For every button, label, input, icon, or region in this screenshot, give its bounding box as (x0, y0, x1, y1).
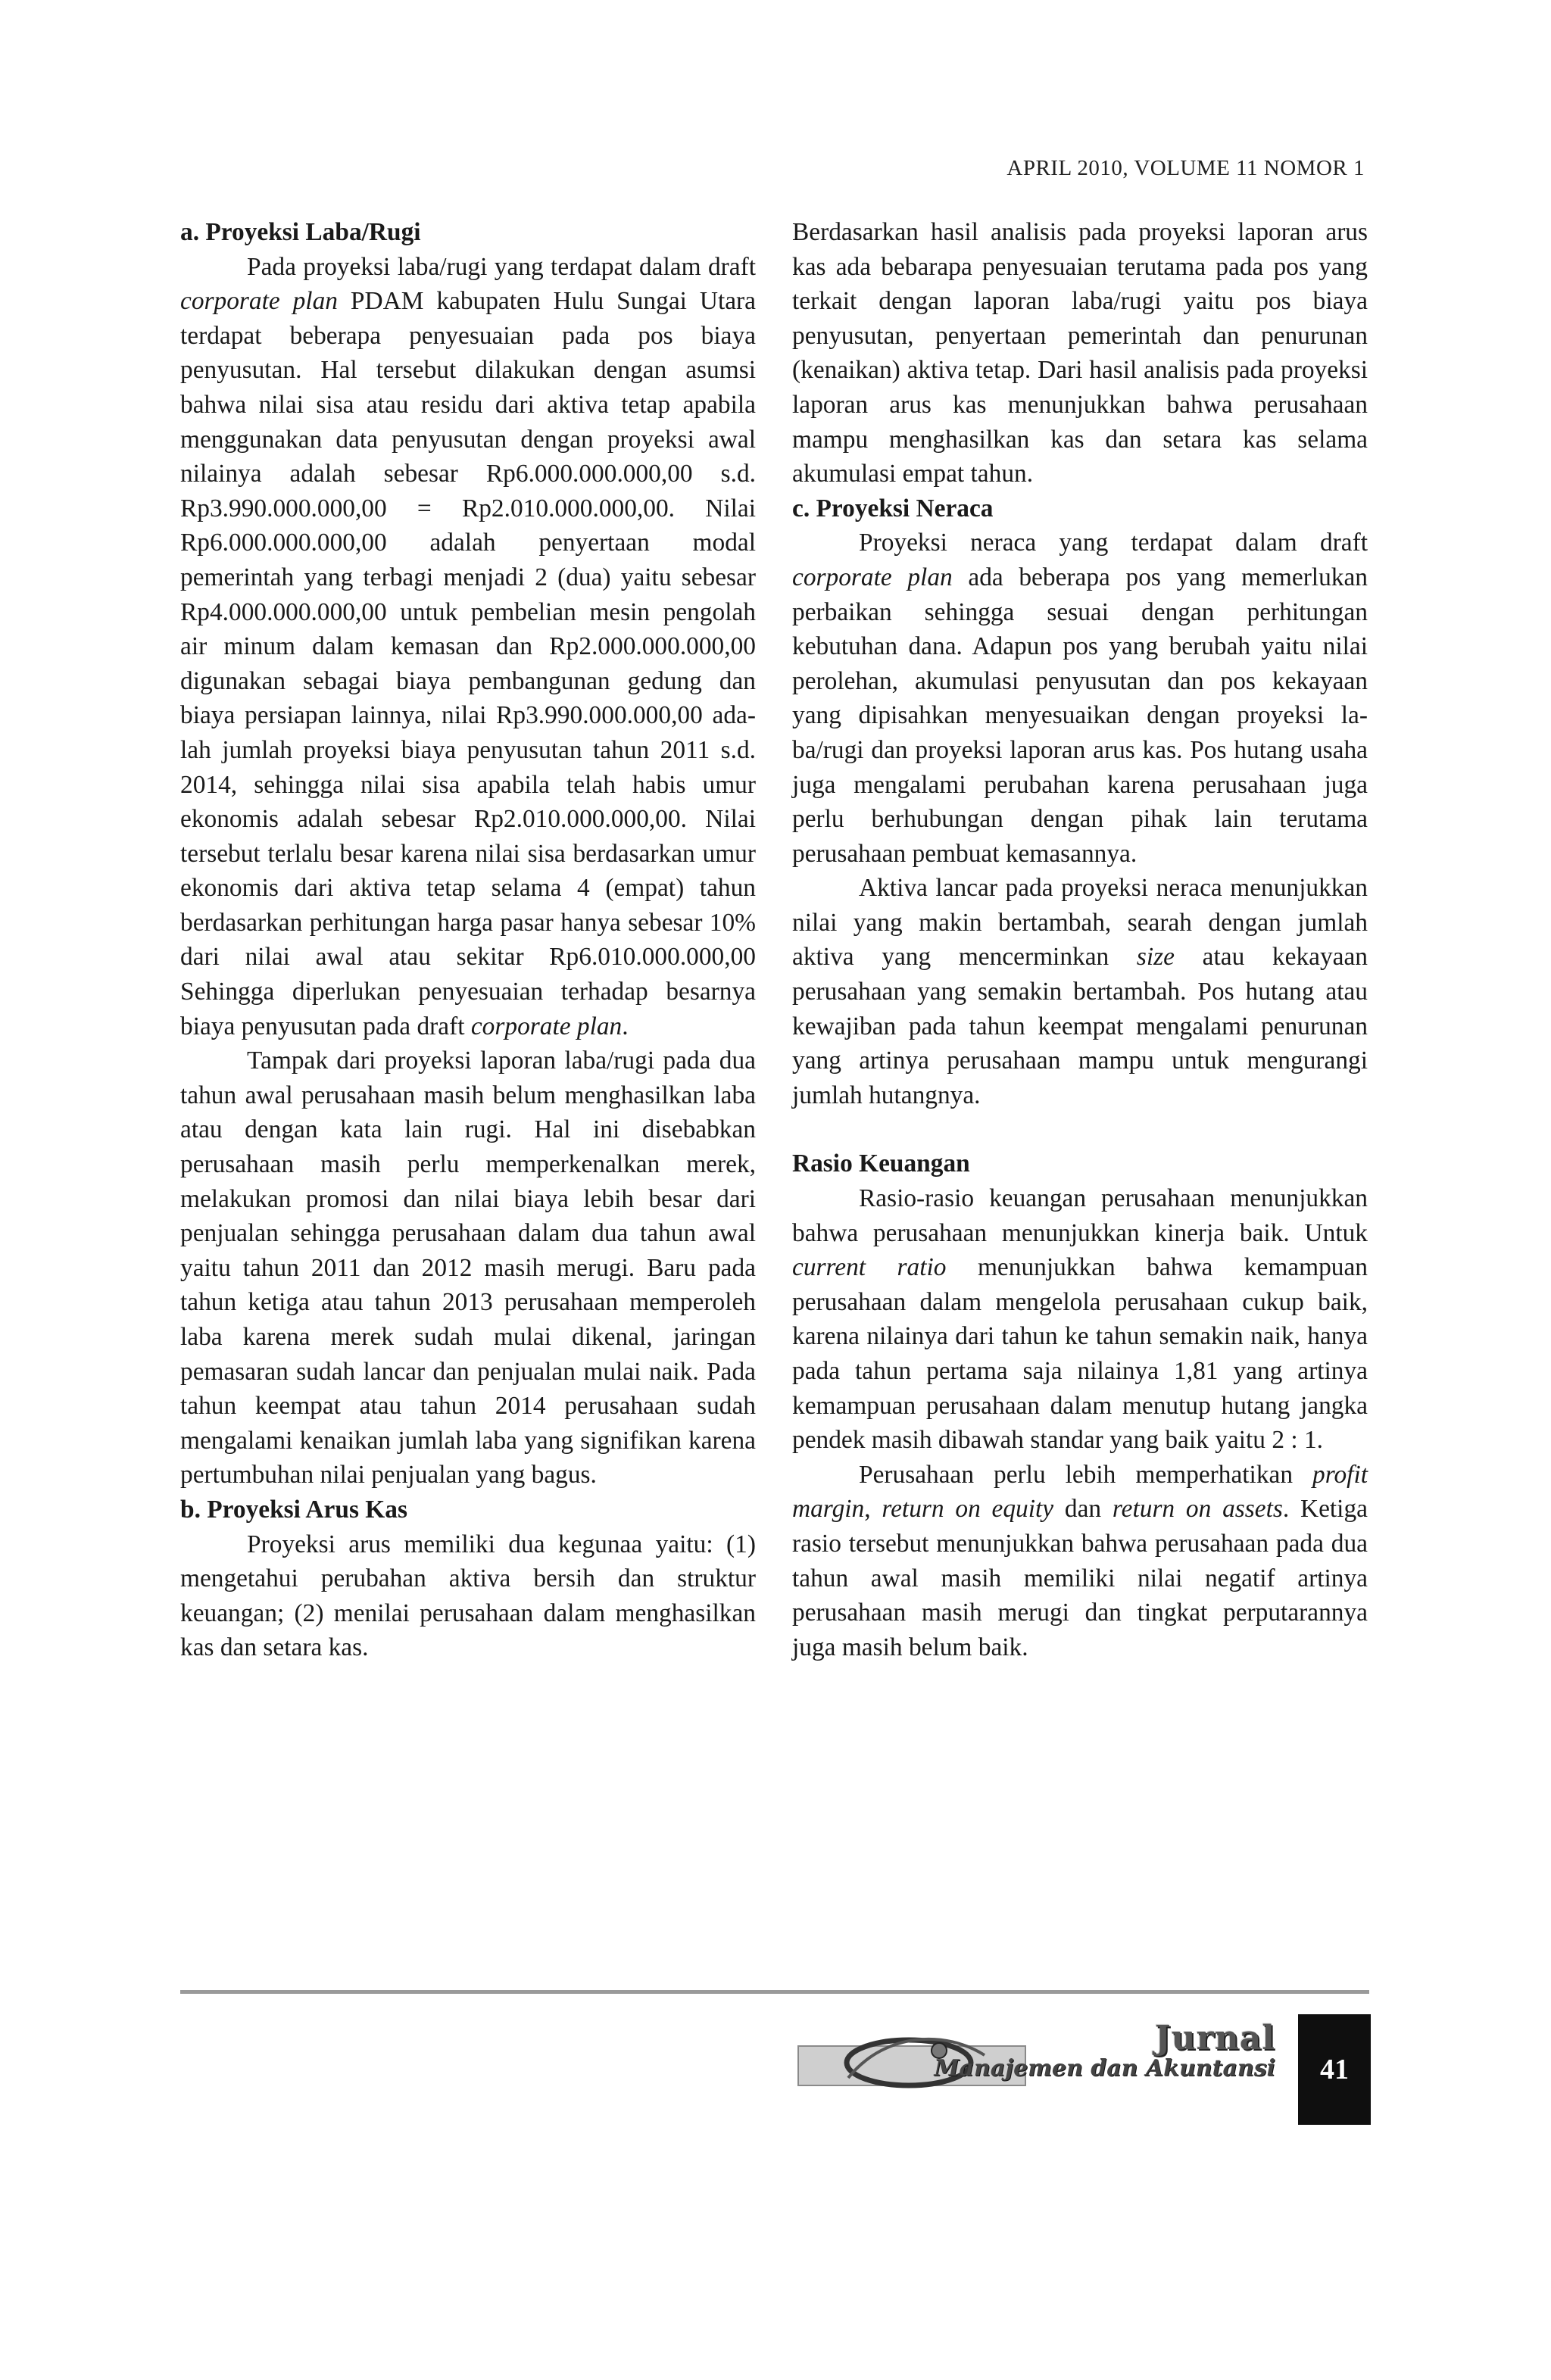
paragraph-laba-rugi: Pada proyeksi laba/rugi yang terdapat dalam draft corporate plan PDAM kabupaten Hulu Sungai Utara terdapat beberapa penyesuaian pada pos biaya penyusutan. Hal tersebut dilakukan dengan asumsi bahwa nilai sisa atau residu dari aktiva tetap apabila menggunakan data penyusutan dengan proyeksi awal nilainya adalah sebesar Rp6.000.000.000,00 s.d. Rp3.990.000.000,00 = Rp2.010.000.000,00. Nilai Rp6.000.000.000,00 adalah penyertaan modal pemerintah yang terbagi menjadi 2 (dua) yaitu sebesar Rp4.000.000.000,00 untuk pembelian mesin pengolah air minum dalam kemasan dan Rp2.000.000.000,00 digunakan sebagai biaya pembangunan gedung dan biaya persiapan lainnya, nilai Rp3.990.000.000,00 adalah jumlah proyeksi biaya penyusutan tahun 2011 s.d. 2014, sehingga nilai sisa apabila telah habis umur ekonomis adalah sebesar Rp2.010.000.000,00. Nilai tersebut terlalu besar karena nilai sisa berdasarkan umur ekonomis dari aktiva tetap selama 4 (empat) tahun berdasarkan perhitungan harga pasar hanya sebesar 10% dari nilai awal atau sekitar Rp6.010.000.000,00 Sehingga diperlukan penyesuaian terhadap besarnya biaya penyusutan pada draft corporate plan. (180, 252, 756, 1040)
running-header: APRIL 2010, VOLUME 11 NOMOR 1 (1006, 156, 1365, 180)
paragraph-rasio: Rasio-rasio keuangan perusahaan menunjukkan bahwa perusahaan menunjukkan kinerja baik. Untuk current ratio menunjukkan bahwa kemampuan perusahaan dalam mengelola perusahaan cukup baik, karena nilainya dari tahun ke tahun semakin naik, hanya pada tahun pertama saja nilainya 1,81 yang artinya kemampuan perusahaan dalam menutup hutang jangka pendek masih dibawah standar yang baik yaitu 2 : 1. (792, 1184, 1368, 1455)
paragraph-rasio-2: Perusahaan perlu lebih memperhatikan profit margin, return on equity dan return on assets. Ketiga rasio tersebut menunjukkan bahwa perusahaan pada dua tahun awal masih memiliki nilai negatif artinya perusahaan masih merugi dan tingkat perputarannya juga masih belum baik. (792, 1460, 1368, 1661)
paragraph-neraca-2: Aktiva lancar pada proyeksi neraca menunjukkan nilai yang makin bertambah, searah dengan jumlah aktiva yang mencerminkan size atau kekayaan perusahaan yang semakin bertambah. Pos hutang atau kewajiban pada tahun keempat mengalami penurunan yang artinya perusahaan mampu untuk mengurangi jumlah hutangnya. (792, 874, 1368, 1109)
journal-subtitle: Manajemen dan Akuntansi (934, 2055, 1275, 2082)
journal-logo (795, 2016, 1280, 2091)
right-column (792, 215, 1368, 1664)
paragraph-arus-kas-cont: Berdasarkan hasil analisis pada proyeksi laporan arus kas ada bebarapa penyesuaian terutama pada pos yang terkait dengan laporan laba/rugi yaitu pos biaya penyusutan, penyertaan pemerintah dan penurunan (kenaikan) aktiva tetap. Dari hasil analisis pada proyeksi laporan arus kas menunjukkan bahwa perusahaan mampu menghasilkan kas dan setara kas selama akumulasi empat tahun. (792, 218, 1368, 488)
page-number: 41 (1298, 2014, 1371, 2125)
left-column (180, 215, 756, 1665)
section-heading-rasio: Rasio Keuangan (792, 1149, 970, 1178)
paragraph-arus-kas: Proyeksi arus memiliki dua kegunaa yaitu: (1) mengetahui perubahan aktiva bersih dan struktur keuangan; (2) menilai perusahaan dalam menghasilkan kas dan setara kas. (180, 1530, 756, 1662)
footer-rule (180, 1990, 1369, 1994)
journal-title: Jurnal (1154, 2019, 1275, 2057)
paragraph-neraca: Proyeksi neraca yang terdapat dalam draft corporate plan ada beberapa pos yang memerlukan perbaikan sehingga sesuai dengan perhitungan kebutuhan dana. Adapun pos yang berubah yaitu nilai perolehan, akumulasi penyusutan dan pos kekayaan yang dipisahkan menyesuaikan dengan proyeksi laba/rugi dan proyeksi laporan arus kas. Pos hutang usaha juga mengalami perubahan karena perusahaan juga perlu berhubungan dengan pihak lain terutama perusahaan pembuat kemasannya. (792, 529, 1368, 868)
section-heading-a: a. Proyeksi Laba/Rugi (180, 218, 421, 246)
paragraph-laba-rugi-2: Tampak dari proyeksi laporan laba/rugi pada dua tahun awal perusahaan masih belum menghasilkan laba atau dengan kata lain rugi. Hal ini disebabkan perusahaan masih perlu memperkenalkan merek, melakukan promosi dan nilai biaya lebih besar dari penjualan sehingga perusahaan dalam dua tahun awal yaitu tahun 2011 dan 2012 masih merugi. Baru pada tahun ketiga atau tahun 2013 perusahaan memperoleh laba karena merek sudah mulai dikenal, jaringan pemasaran sudah lancar dan penjualan mulai naik. Pada tahun keempat atau tahun 2014 perusahaan sudah mengalami kenaikan jumlah laba yang signifikan karena pertumbuhan nilai penjualan yang bagus. (180, 1047, 756, 1489)
section-heading-b: b. Proyeksi Arus Kas (180, 1495, 407, 1524)
section-heading-c: c. Proyeksi Neraca (792, 494, 994, 522)
